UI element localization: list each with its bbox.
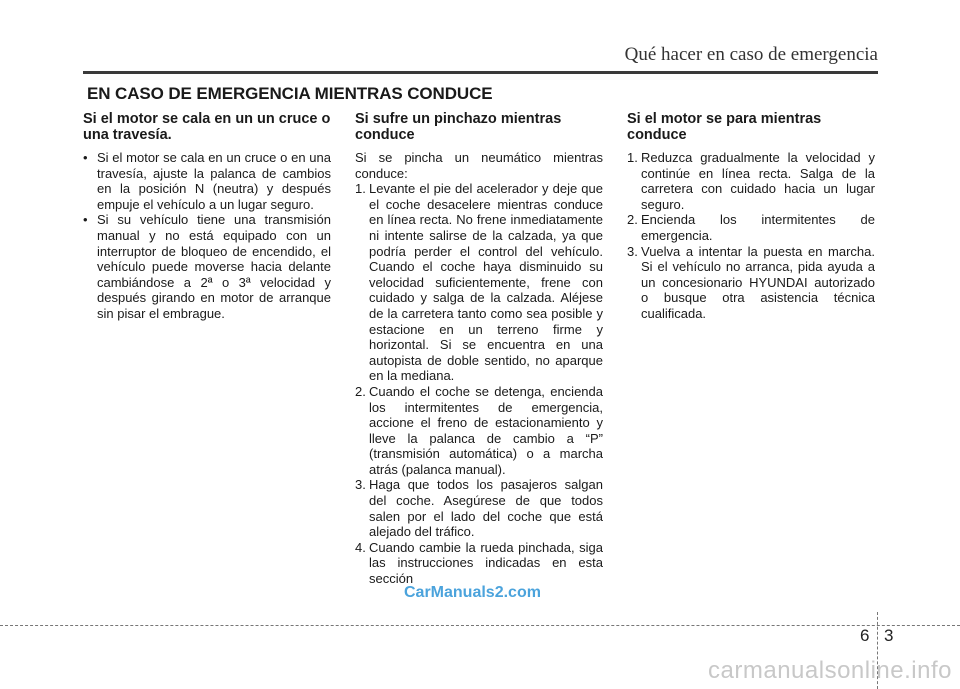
intro-text: Si se pincha un neumático mientras conduce: xyxy=(355,150,603,181)
step-text: Cuando el coche se detenga, encienda los intermitentes de emergencia, accione el freno de estacionamiento y lleve la palanca de cambio a “P” (transmisión automática) o a marcha atrás (palanca manual). xyxy=(369,383,603,477)
step-number: 3. xyxy=(355,477,366,493)
footer-rule xyxy=(0,625,960,626)
list-item: • Si el motor se cala en un cruce o en una travesía, ajuste la palanca de cambios en la posición N (neutra) y después empuje el vehículo a un lugar seguro. xyxy=(83,150,331,212)
column-engine-stops xyxy=(627,111,875,322)
heading-flat-tire: Si sufre un pinchazo mientras conduce xyxy=(355,111,562,143)
list-item xyxy=(627,150,875,212)
watermark-link[interactable]: CarManuals2.com xyxy=(404,584,541,601)
list-item xyxy=(355,540,603,587)
step-number: 1. xyxy=(355,181,366,197)
site-watermark: carmanualsonline.info xyxy=(708,657,952,684)
step-number: 4. xyxy=(355,539,366,555)
numbered-list xyxy=(627,150,875,322)
step-text: Encienda los intermitentes de emergencia. xyxy=(641,212,875,243)
chapter-number: 6 xyxy=(860,626,870,645)
list-item xyxy=(355,181,603,384)
list-item xyxy=(627,244,875,322)
step-number: 1. xyxy=(627,150,638,165)
page-number: 3 xyxy=(884,626,894,645)
list-item xyxy=(355,384,603,478)
step-number: 3. xyxy=(627,243,638,259)
list-item: • Si su vehículo tiene una transmisión manual y no está equipado con un interruptor de bloqueo de encendido, el vehículo puede moverse hacia delante cambiándose a 2ª o 3ª velocidad y después girando en motor de arranque sin pisar el embrague. xyxy=(83,212,331,321)
chapter-title: Qué hacer en caso de emergencia xyxy=(624,44,878,65)
step-text: Levante el pie del acelerador y deje que el coche desacelere mientras conduce en línea recta. No frene inmediatamente ni intente salirse de la calzada, ya que podría perder el control del vehículo. Cuando el coche haya disminuido su velocidad suficientemente, frene con cuidado y salga de la calzada. Aléjese de la carretera tanto como sea posible y estacione en un terreno firme y horizontal. Si se encuentra en una autopista de doble sentido, no aparque en la mediana. xyxy=(369,181,603,384)
step-text: Reduzca gradualmente la velocidad y continúe en línea recta. Salga de la carretera con cuidado hacia un lugar seguro. xyxy=(641,150,875,212)
section-title: EN CASO DE EMERGENCIA MIENTRAS CONDUCE xyxy=(87,84,493,103)
numbered-list xyxy=(355,181,603,586)
bullet-list xyxy=(83,150,331,322)
heading-engine-stops: Si el motor se para mientras conduce xyxy=(627,111,822,143)
step-number: 2. xyxy=(355,383,366,399)
column-flat-tire xyxy=(355,111,603,587)
step-text: Haga que todos los pasajeros salgan del coche. Asegúrese de que todos salen por el lado del coche que está alejado del tráfico. xyxy=(369,477,603,540)
list-item xyxy=(627,212,875,243)
step-text: Vuelva a intentar la puesta en marcha. Si el vehículo no arranca, pida ayuda a un concesionario HYUNDAI autorizado o busque otra asistencia técnica cualificada. xyxy=(641,243,875,321)
step-text: Cuando cambie la rueda pinchada, siga las instrucciones indicadas en esta sección xyxy=(369,539,603,587)
column-engine-stall-crossing xyxy=(83,111,331,322)
list-item xyxy=(355,477,603,539)
heading-engine-stall-crossing: Si el motor se cala en un un cruce o una travesía. xyxy=(83,111,331,143)
step-number: 2. xyxy=(627,212,638,228)
header-rule xyxy=(83,71,878,74)
